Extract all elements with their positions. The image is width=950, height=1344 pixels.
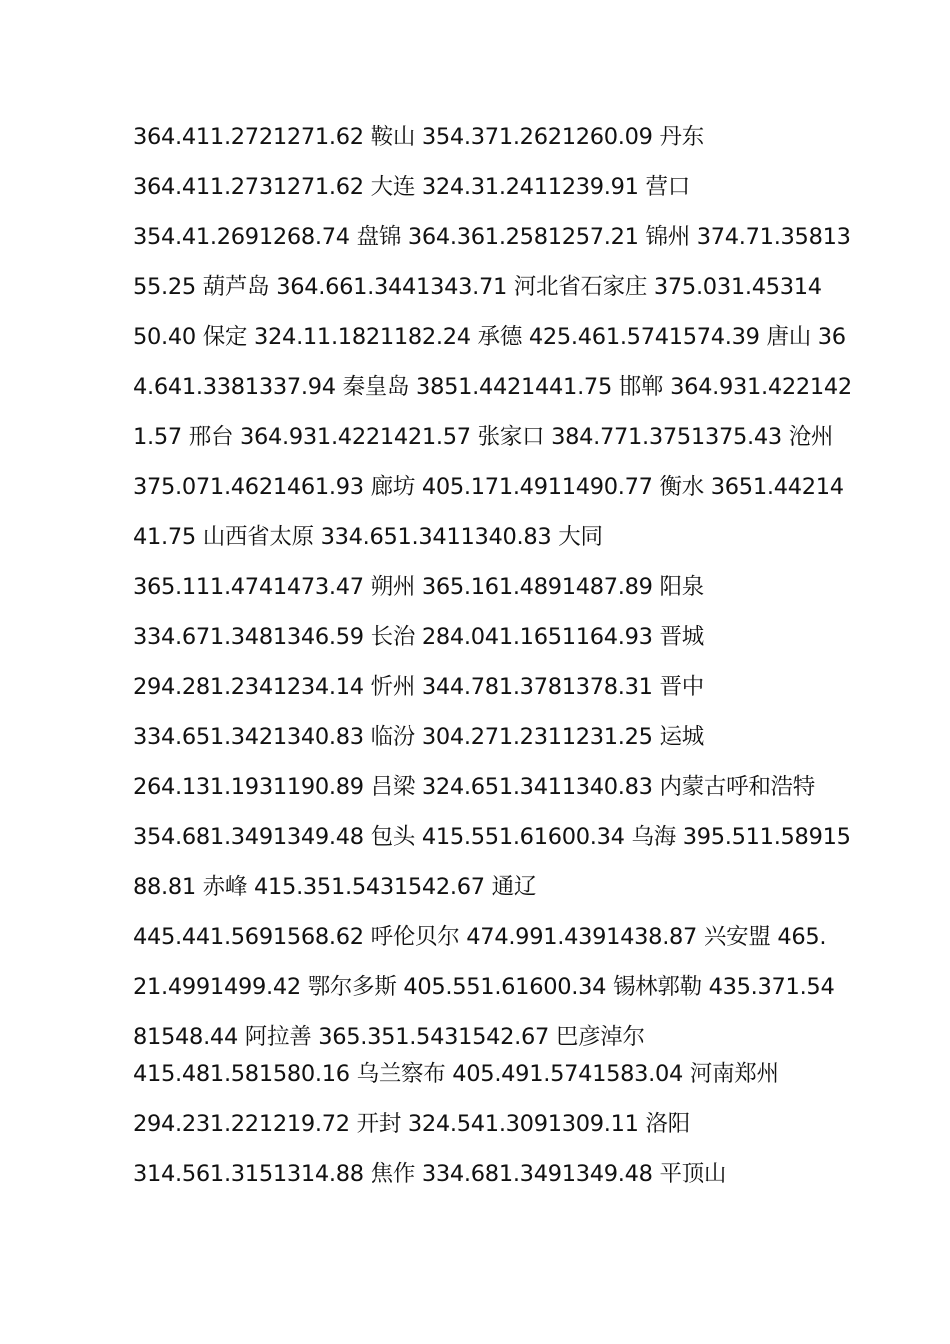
text-line: 314.561.3151314.88 焦作 334.681.3491349.48 平顶山 <box>133 1161 727 1187</box>
text-line: 364.411.2721271.62 鞍山 354.371.2621260.09 丹东 <box>133 124 704 150</box>
text-line: 364.411.2731271.62 大连 324.31.2411239.91 营口 <box>133 174 690 200</box>
text-line: 1.57 邢台 364.931.4221421.57 张家口 384.771.3751375.43 沧州 <box>133 424 834 450</box>
text-line: 50.40 保定 324.11.1821182.24 承德 425.461.5741574.39 唐山 36 <box>133 324 846 350</box>
document-body <box>133 112 852 1199</box>
text-line: 445.441.5691568.62 呼伦贝尔 474.991.4391438.87 兴安盟 465. <box>133 924 827 950</box>
text-line: 354.681.3491349.48 包头 415.551.61600.34 乌海 395.511.58915 <box>133 824 851 850</box>
text-line: 4.641.3381337.94 秦皇岛 3851.4421441.75 邯郸 364.931.422142 <box>133 374 852 400</box>
text-line: 375.071.4621461.93 廊坊 405.171.4911490.77 衡水 3651.44214 <box>133 474 844 500</box>
text-line: 264.131.1931190.89 吕梁 324.651.3411340.83 内蒙古呼和浩特 <box>133 774 815 800</box>
text-line: 55.25 葫芦岛 364.661.3441343.71 河北省石家庄 375.031.45314 <box>133 274 822 300</box>
text-line: 81548.44 阿拉善 365.351.5431542.67 巴彦淖尔 <box>133 1024 645 1050</box>
text-line: 354.41.2691268.74 盘锦 364.361.2581257.21 锦州 374.71.35813 <box>133 224 851 250</box>
text-line: 415.481.581580.16 乌兰察布 405.491.5741583.04 河南郑州 <box>133 1061 779 1087</box>
text-line: 294.231.221219.72 开封 324.541.3091309.11 洛阳 <box>133 1111 690 1137</box>
text-line: 334.651.3421340.83 临汾 304.271.2311231.25 运城 <box>133 724 704 750</box>
text-line: 21.4991499.42 鄂尔多斯 405.551.61600.34 锡林郭勒 435.371.54 <box>133 974 835 1000</box>
text-line: 41.75 山西省太原 334.651.3411340.83 大同 <box>133 524 603 550</box>
text-line: 334.671.3481346.59 长治 284.041.1651164.93 晋城 <box>133 624 704 650</box>
text-line: 365.111.4741473.47 朔州 365.161.4891487.89 阳泉 <box>133 574 704 600</box>
text-line: 88.81 赤峰 415.351.5431542.67 通辽 <box>133 874 537 900</box>
text-line: 294.281.2341234.14 忻州 344.781.3781378.31 晋中 <box>133 674 704 700</box>
